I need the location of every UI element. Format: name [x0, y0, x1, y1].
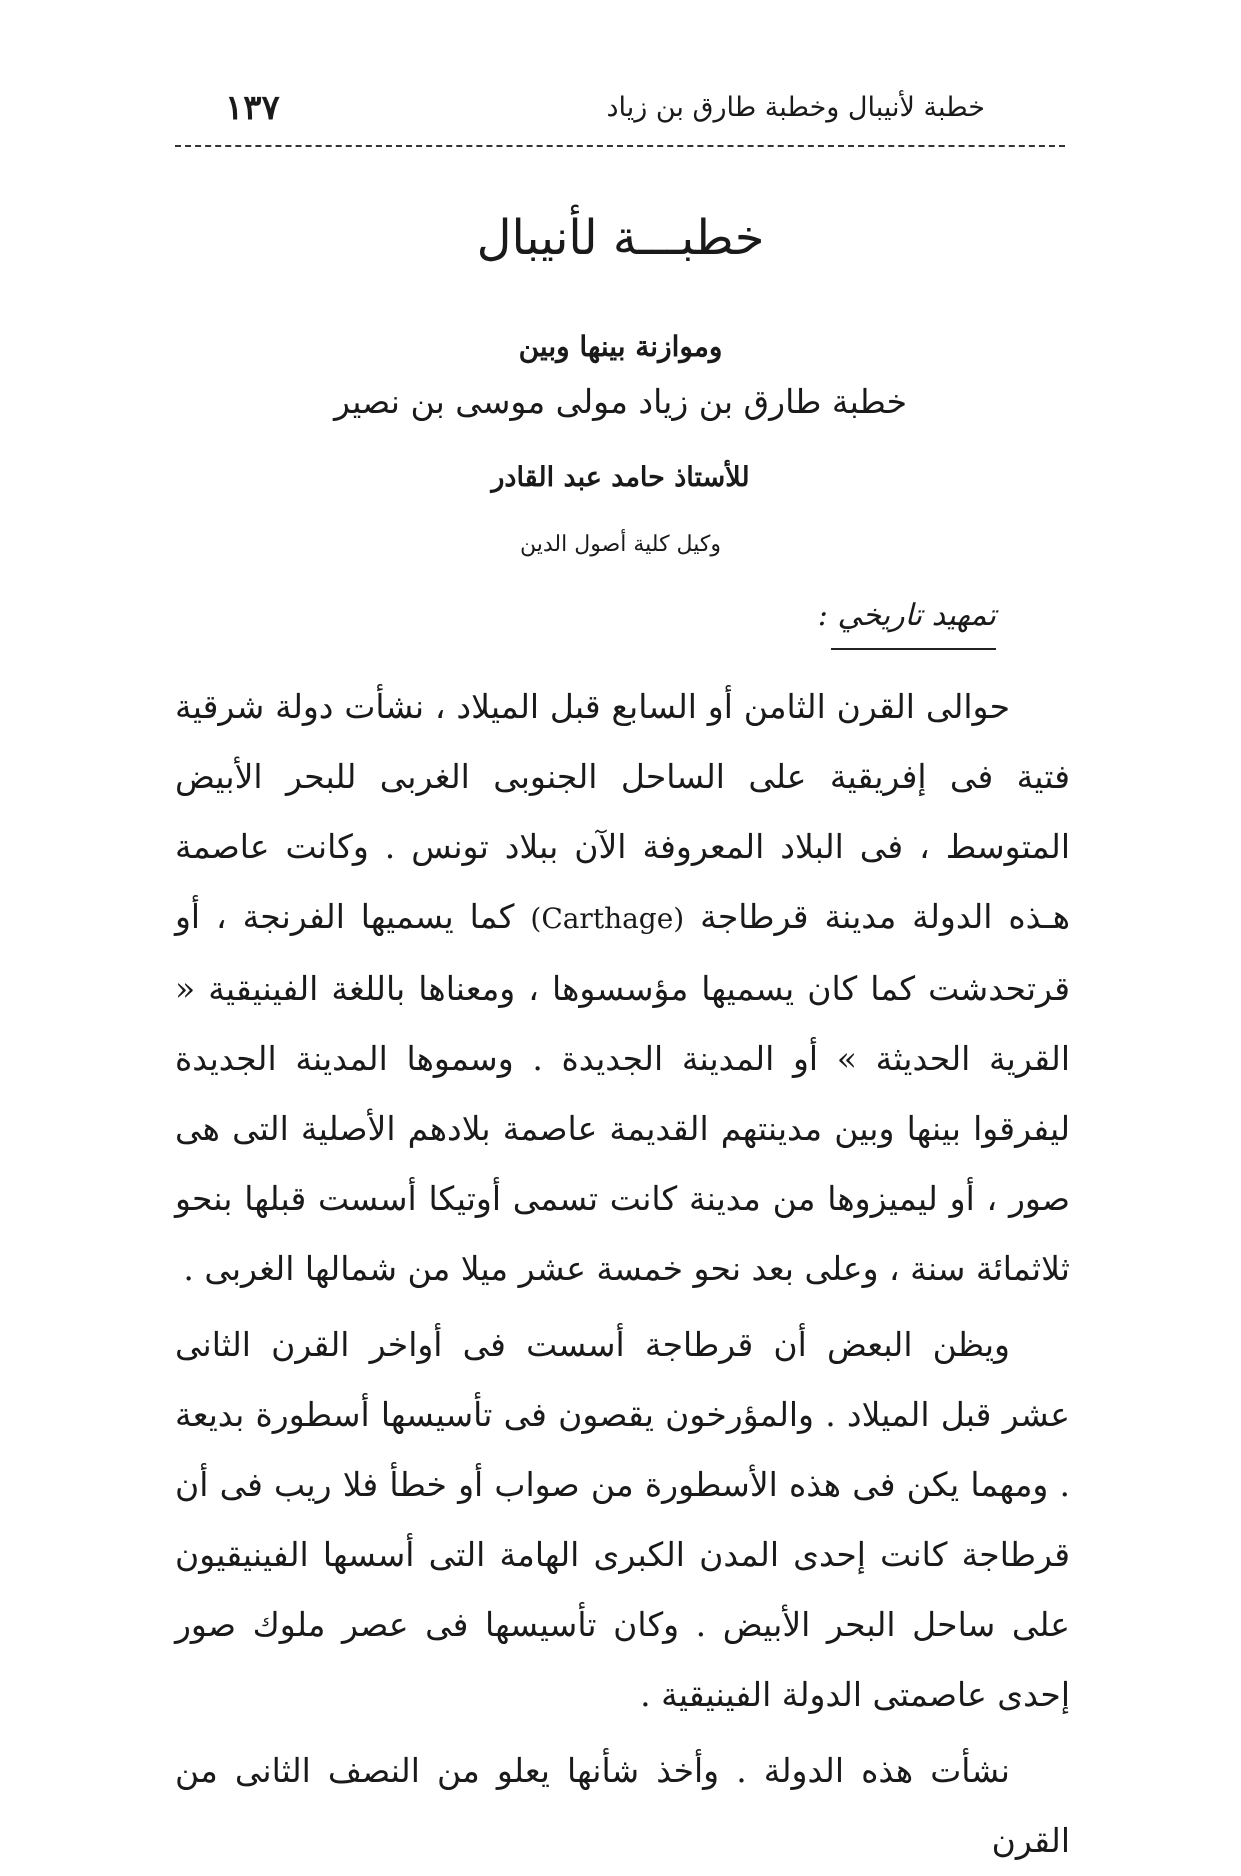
header-rule	[175, 145, 1065, 147]
paragraph-1-part-b: كما يسميها الفرنجة ، أو قرتحدشت كما كان يسميها مؤسسوها ، ومعناها باللغة الفينيقية « القرية الحديثة » أو المدينة الجديدة . وسموها المدينة الجديدة ليفرقوا بينها وبين مدينتهم القديمة عاصمة بلادهم الأصلية التى هى صور ، أو ليميزوها من مدينة كانت تسمى أوتيكا أسست قبلها بنحو ثلاثمائة سنة ، وعلى بعد نحو خمسة عشر ميلا من شمالها الغربى .	[175, 897, 1070, 1288]
paragraph-2: ويظن البعض أن قرطاجة أسست فى أواخر القرن الثانى عشر قبل الميلاد . والمؤرخون يقصون فى تأسيسها أسطورة بديعة . ومهما يكن فى هذه الأسطورة من صواب أو خطأ فلا ريب فى أن قرطاجة كانت إحدى المدن الكبرى الهامة التى أسسها الفينيقيون على ساحل البحر الأبيض . وكان تأسيسها فى عصر ملوك صور إحدى عاصمتى الدولة الفينيقية .	[175, 1325, 1070, 1714]
article-subtitle-line1: وموازنة بينها وبين	[518, 330, 723, 363]
article-author: للأستاذ حامد عبد القادر	[491, 462, 750, 493]
running-head	[175, 88, 1065, 138]
paragraph-1	[175, 672, 1070, 1304]
article-title: خطبـــة لأنيبال	[476, 210, 765, 266]
paragraph-3: نشأت هذه الدولة . وأخذ شأنها يعلو من النصف الثانى من القرن	[175, 1751, 1070, 1860]
section-heading-underline	[831, 648, 996, 650]
running-title: خطبة لأنيبال وخطبة طارق بن زياد	[606, 92, 985, 123]
article-subtitle-line2: خطبة طارق بن زياد مولى موسى بن نصير	[333, 382, 908, 421]
body-text	[175, 672, 1070, 1876]
section-heading: تمهيد تاريخي :	[817, 598, 996, 633]
page-number: ١٣٧	[225, 88, 280, 128]
latin-term: (Carthage)	[530, 902, 685, 935]
paragraph-1-part-a: حوالى القرن الثامن أو السابع قبل الميلاد ، نشأت دولة شرقية فتية فى إفريقية على الساحل الجنوبى الغربى للبحر الأبيض المتوسط ، فى البلاد المعروفة الآن ببلاد تونس . وكانت عاصمة هـذه الدولة مدينة قرطاجة	[175, 687, 1071, 936]
article-author-role: وكيل كلية أصول الدين	[520, 532, 721, 557]
